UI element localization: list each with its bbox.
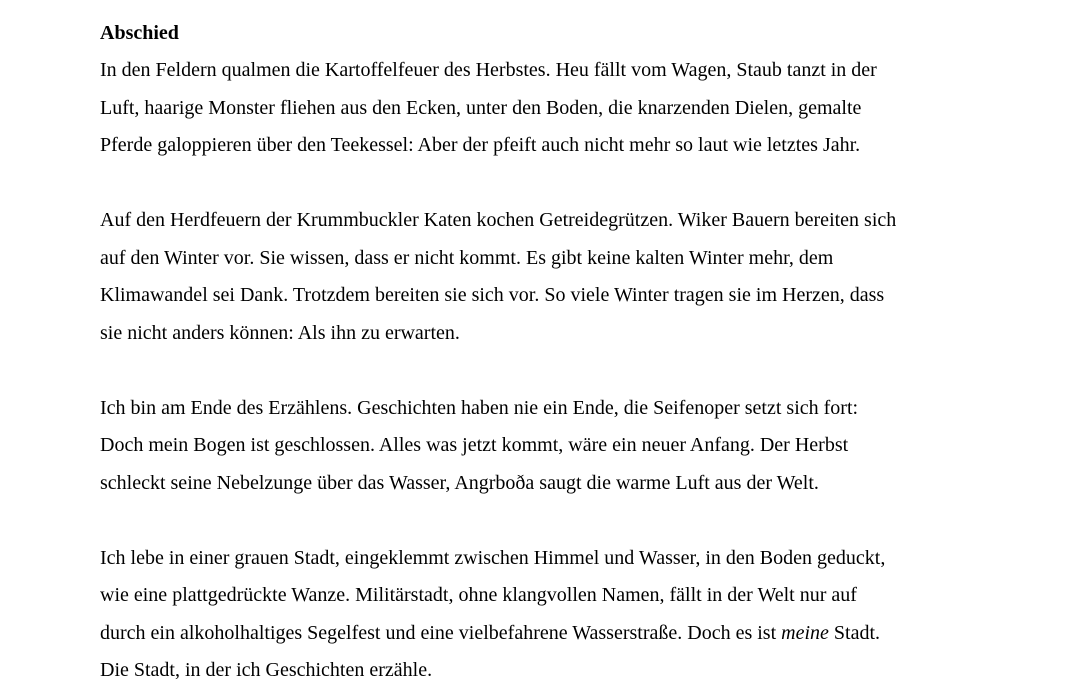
paragraph-line: Ich bin am Ende des Erzählens. Geschichten haben nie ein Ende, die Seifenoper setzt sich fort: (100, 396, 859, 419)
paragraph-4 (100, 540, 1000, 690)
paragraph-3 (100, 390, 1000, 503)
emphasized-word: meine (781, 621, 829, 644)
paragraph-line-with-emphasis (100, 615, 1000, 653)
paragraph-line: Pferde galoppieren über den Teekessel: Aber der pfeift auch nicht mehr so laut wie letztes Jahr. (100, 134, 861, 156)
paragraph-line: wie eine plattgedrückte Wanze. Militärstadt, ohne klangvollen Namen, fällt in der Welt nur auf (100, 584, 857, 606)
paragraph-2 (100, 202, 1000, 352)
paragraph-line: Klimawandel sei Dank. Trotzdem bereiten sie sich vor. So viele Winter tragen sie im Herzen, dass (100, 284, 885, 306)
paragraph-spacer (100, 165, 1000, 203)
paragraph-1 (100, 52, 1000, 165)
paragraph-spacer (100, 352, 1000, 390)
paragraph-line: Auf den Herdfeuern der Krummbuckler Katen kochen Getreidegrützen. Wiker Bauern bereiten sich (100, 209, 897, 231)
paragraph-line: Ich lebe in einer grauen Stadt, eingeklemmt zwischen Himmel und Wasser, in den Boden geduckt, (100, 546, 886, 569)
line-text-after: Stadt. (828, 621, 881, 644)
paragraph-line: Doch mein Bogen ist geschlossen. Alles was jetzt kommt, wäre ein neuer Anfang. Der Herbst (100, 434, 849, 456)
paragraph-line: schleckt seine Nebelzunge über das Wasser, Angrboða saugt die warme Luft aus der Welt. (100, 471, 819, 494)
paragraph-line: Luft, haarige Monster fliehen aus den Ecken, unter den Boden, die knarzenden Dielen, gemalte (100, 96, 862, 119)
line-text-before: durch ein alkoholhaltiges Segelfest und eine vielbefahrene Wasserstraße. Doch es ist (100, 621, 782, 644)
paragraph-line: In den Feldern qualmen die Kartoffelfeuer des Herbstes. Heu fällt vom Wagen, Staub tanzt in der (100, 59, 877, 81)
document-body (100, 18, 1000, 690)
paragraph-line: Die Stadt, in der ich Geschichten erzähle. (100, 659, 433, 681)
document-title: Abschied (100, 22, 179, 44)
paragraph-line: sie nicht anders können: Als ihn zu erwarten. (100, 321, 460, 344)
paragraph-line: auf den Winter vor. Sie wissen, dass er nicht kommt. Es gibt keine kalten Winter mehr, dem (100, 246, 834, 269)
paragraph-spacer (100, 502, 1000, 540)
